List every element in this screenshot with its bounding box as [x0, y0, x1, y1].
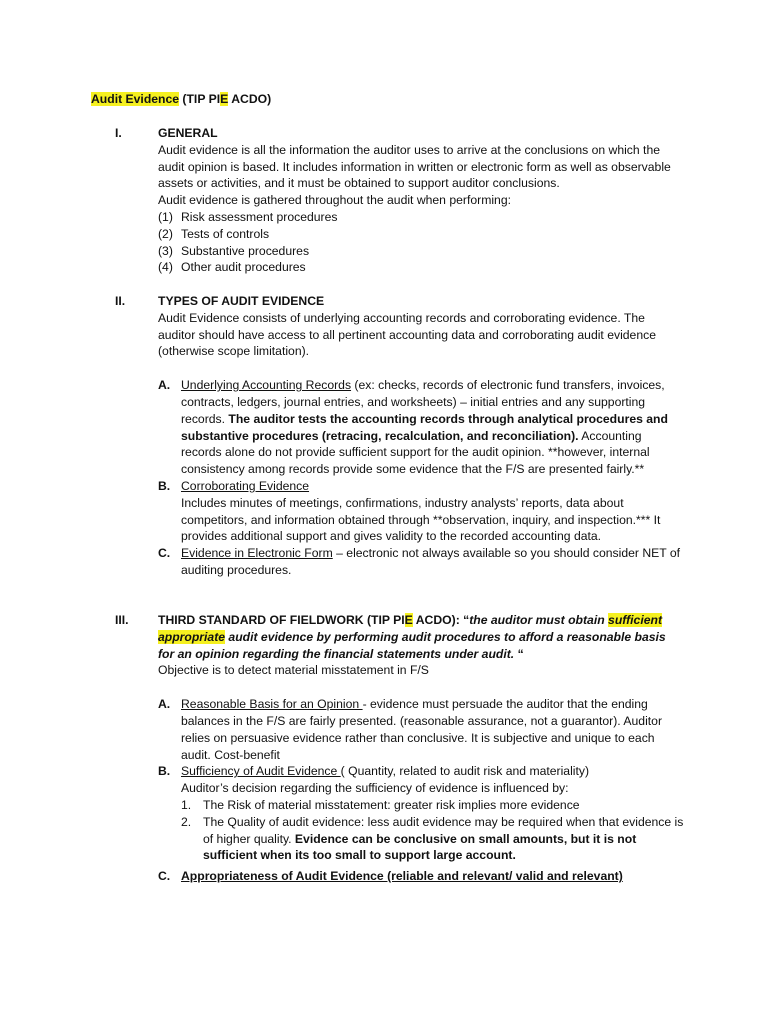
section-heading: TYPES OF AUDIT EVIDENCE	[158, 294, 325, 308]
subsection-title: Evidence in Electronic Form	[181, 546, 333, 561]
subsection-title: Corroborating Evidence	[181, 478, 310, 493]
subsection-title: Reasonable Basis for an Opinion	[181, 697, 363, 712]
paragraph: Objective is to detect material misstatement in F/S	[158, 663, 429, 678]
document-title: Audit Evidence (TIP PIE ACDO)	[91, 92, 272, 106]
section-types	[115, 293, 685, 579]
subsection-title: Underlying Accounting Records	[181, 378, 352, 393]
subsection-a: A. Underlying Accounting Records (ex: checks, records of electronic fund transfers, invoices, contracts, ledgers, journal entries, and worksheets) – initial entries and any supporting records. The auditor tests the accounting records through analytical procedures and substantive procedures (retracing, recalculation, and reconciliation). Accounting records alone do not provide sufficient support for the audit opinion. **however, internal consistency among records provide some evidence that the F/S are presented fairly.**	[158, 378, 668, 477]
subsection-a: A. Reasonable Basis for an Opinion - evidence must persuade the auditor that the ending balances in the F/S are fairly presented. (reasonable assurance, not a guarantor). Auditor relies on persuasive evidence rather than conclusive. It is subjective and unique to each audit. Cost-benefit	[158, 697, 663, 762]
factor-list	[181, 797, 685, 864]
list-item: (3) Substantive procedures	[158, 243, 310, 258]
subsection-c: C. Appropriateness of Audit Evidence (reliable and relevant/ valid and relevant)	[158, 869, 623, 884]
list-item: (4) Other audit procedures	[158, 260, 306, 275]
subsection-title: Sufficiency of Audit Evidence	[181, 764, 341, 779]
title-highlight: Audit Evidence	[91, 92, 180, 106]
list-item: 2. The Quality of audit evidence: less audit evidence may be required when that evidence is of higher quality. Evidence can be conclusive on small amounts, but it is not sufficient when its too small to support large account.	[181, 814, 684, 863]
paragraph: Audit Evidence consists of underlying accounting records and corroborating evidence. The auditor should have access to all pertinent accounting data and corroborating audit evidence (otherwise scope limitation).	[158, 310, 656, 359]
section-number: I.	[115, 126, 122, 140]
paragraph: Audit evidence is all the information the auditor uses to arrive at the conclusions on which the audit opinion is based. It includes information in written or electronic form as well as observable assets or activities, and it must be obtained to support auditor conclusions.	[158, 142, 671, 191]
subsection-b: B. Corroborating Evidence Includes minutes of meetings, confirmations, industry analysts’ reports, data about competitors, and information obtained through **observation, inquiry, and inspection.*** It provides additional support and gives validity to the recorded accounting data.	[158, 478, 661, 544]
section-heading: THIRD STANDARD OF FIELDWORK (TIP PIE ACDO): “the auditor must obtain sufficient appropriate audit evidence by performing audit procedures to afford a reasonable basis for an opinion regarding the financial statements under audit. “	[158, 613, 666, 661]
procedure-list	[158, 209, 685, 276]
list-item: (1) Risk assessment procedures	[158, 209, 338, 224]
list-item: 1. The Risk of material misstatement: greater risk implies more evidence	[181, 797, 580, 812]
subsection-title: Appropriateness of Audit Evidence (reliable and relevant/ valid and relevant)	[181, 869, 623, 884]
section-number: II.	[115, 294, 126, 308]
list-item: (2) Tests of controls	[158, 226, 270, 241]
section-third-standard	[115, 612, 685, 885]
paragraph: Audit evidence is gathered throughout the audit when performing:	[158, 193, 511, 208]
subsection-b: B. Sufficiency of Audit Evidence ( Quantity, related to audit risk and materiality) Auditor’s decision regarding the sufficiency of evidence is influenced by: 1. The Risk of material misstatement: greater risk implies more evidence 2. The Quality of audit evidence: less audit evidence may be required when that evidence is of higher quality. Evidence can be conclusive on small amounts, but it is not sufficient when its too small to support large account.	[158, 764, 684, 863]
section-heading: GENERAL	[158, 126, 218, 140]
section-general	[115, 125, 685, 276]
subsection-c: C. Evidence in Electronic Form – electronic not always available so you should consider NET of auditing procedures.	[158, 546, 681, 577]
section-number: III.	[115, 613, 129, 627]
